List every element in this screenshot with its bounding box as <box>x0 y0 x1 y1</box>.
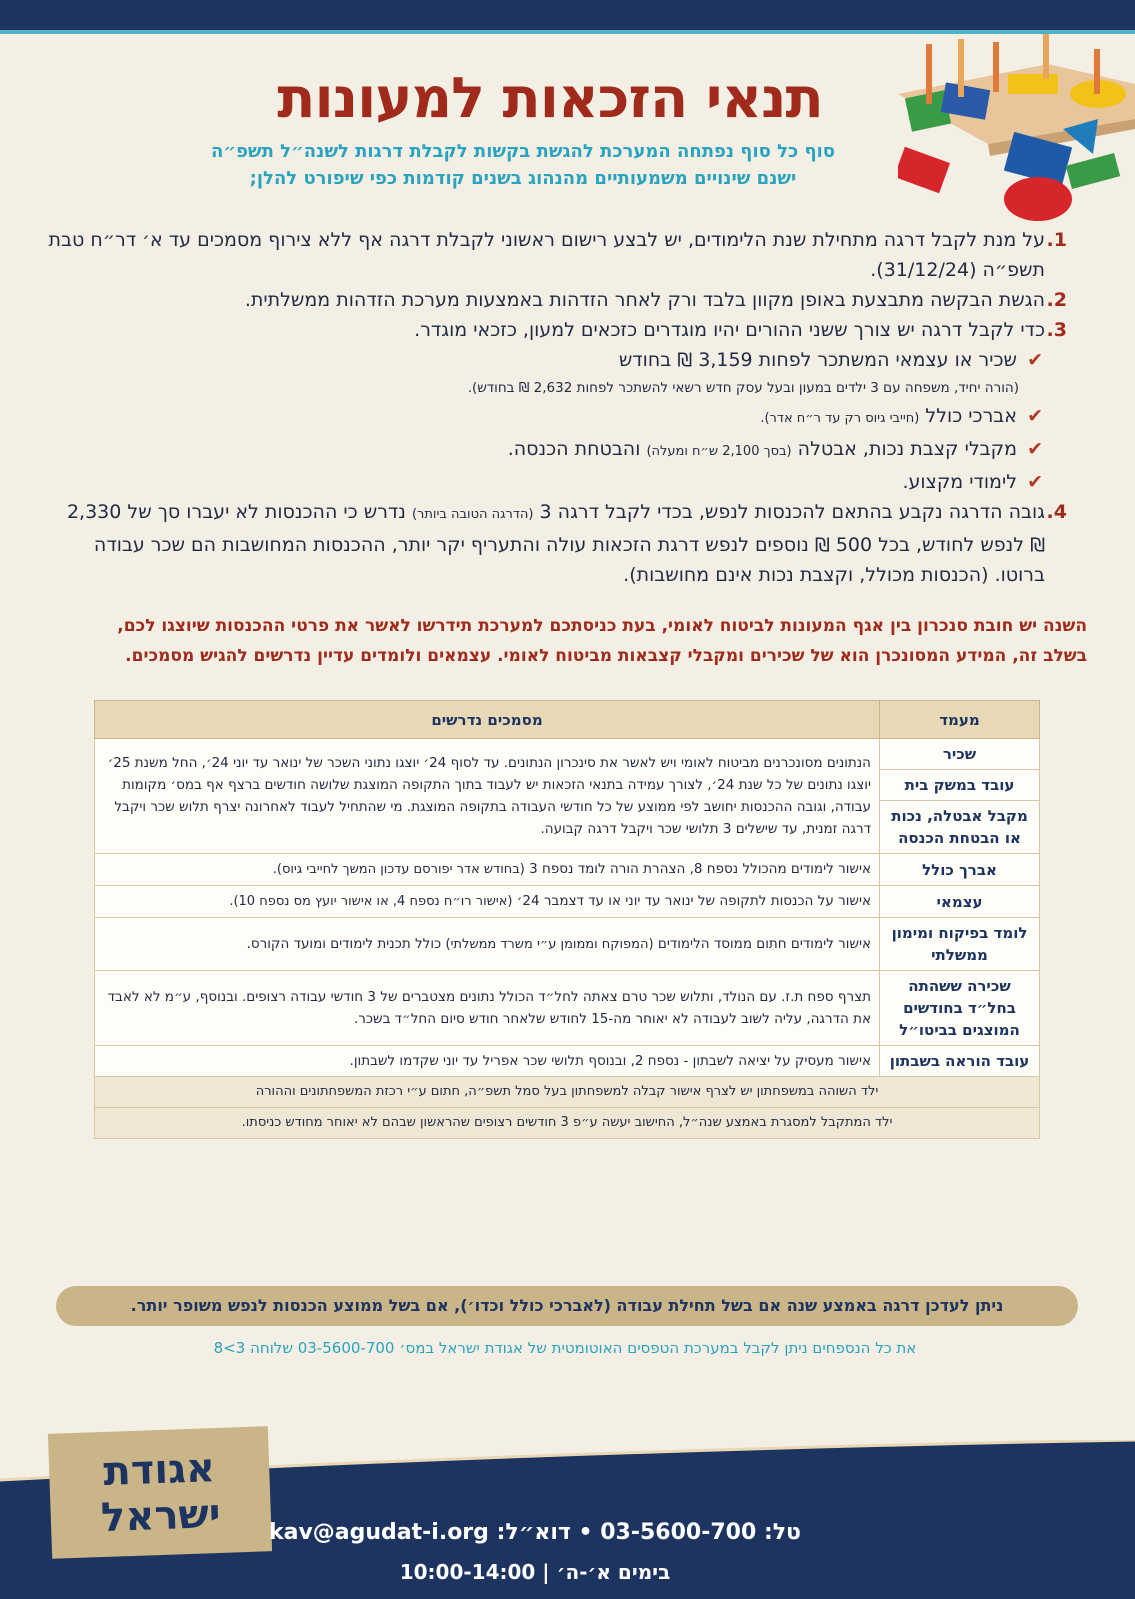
rule-1 <box>47 225 1067 285</box>
forms-note: את כל הנספחים ניתן לקבל במערכת הטפסים האוטומטית של אגודת ישראל במס׳ 03-5600-700 שלוחה 3>8 <box>213 1339 917 1357</box>
note-cell: ילד המתקבל למסגרת באמצע שנה״ל, החישוב יעשה ע״פ 3 חודשים רצופים שהראשון שבהם לא יאוחר מחודש כניסתו. <box>95 1108 1040 1139</box>
checkmark-icon: ✔ <box>1027 349 1043 371</box>
docs-small: (בחודש אדר יפורסם עדכון המשך לחייבי גיוס). <box>272 862 525 877</box>
role-cell: שכיר <box>880 739 1040 770</box>
table-row <box>95 971 1040 1046</box>
page-title: תנאי הזכאות למעונות <box>277 66 823 131</box>
eligible-item-small: (חייבי גיוס רק עד ר״ח אדר). <box>760 411 920 426</box>
role-cell: עובד במשק בית <box>880 770 1040 801</box>
eligible-item-text: לימודי מקצוע. <box>902 471 1017 493</box>
table-row <box>95 1077 1040 1108</box>
role-cell: לומד בפיקוח ומימון ממשלתי <box>880 918 1040 971</box>
email-link[interactable]: kav@agudat-i.org <box>268 1520 489 1545</box>
eligible-list <box>47 345 1067 497</box>
alert-line-2: בשלב זה, המידע המסונכרן הוא של שכירים ומקבלי קצבאות מביטוח לאומי. עצמאים ולומדים עדיין נדרשים להגיש מסמכים. <box>125 646 1087 666</box>
office-time: 10:00-14:00 <box>399 1560 536 1584</box>
separator-dot: • <box>578 1520 593 1545</box>
subtitle-line-2: ישנם שינויים משמעותיים מהנהוג בשנים קודמות כפי שיפורט להלן; <box>249 168 797 189</box>
rule-number: 4. <box>1046 501 1067 523</box>
docs-cell <box>95 886 880 918</box>
checkmark-icon: ✔ <box>1027 471 1043 493</box>
email-label: דוא״ל: <box>496 1520 571 1545</box>
rule-text <box>47 497 1045 590</box>
rule-text: כדי לקבל דרגה יש צורך ששני ההורים יהיו מוגדרים כזכאים למעון, כזכאי מוגדר. <box>414 319 1045 341</box>
tel-label: טל: <box>763 1520 801 1545</box>
hours-separator: | <box>542 1560 550 1584</box>
role-cell: עובד הוראה בשבתון <box>880 1046 1040 1077</box>
top-bar <box>0 0 1135 30</box>
table-row <box>95 918 1040 971</box>
eligible-item-tail: והבטחת הכנסה. <box>507 438 641 460</box>
rule-text: הגשת הבקשה מתבצעת באופן מקוון בלבד ורק לאחר הזדהות באמצעות מערכת הזדהות ממשלתית. <box>244 289 1045 311</box>
note-cell: ילד השוהה במשפחתון יש לצרף אישור קבלה למשפחתון בעל סמל תשפ״ה, חתום ע״י רכזת המשפחתונים וההורה <box>95 1077 1040 1108</box>
docs-small: (המפוקח וממומן ע״י משרד ממשלתי) <box>445 936 654 952</box>
toy-blocks-illustration <box>898 34 1135 229</box>
docs-cell <box>95 918 880 971</box>
checkmark-icon: ✔ <box>1027 438 1043 460</box>
office-hours <box>365 1560 705 1584</box>
eligible-item-vocational <box>47 467 1043 497</box>
role-cell: מקבל אבטלה, נכות או הבטחת הכנסה <box>880 801 1040 854</box>
rule-text-small: (הדרגה הטובה ביותר) <box>411 507 534 522</box>
logo-line-1: אגודת <box>102 1444 216 1495</box>
required-documents-table <box>94 700 1040 1139</box>
eligible-item-text: מקבלי קצבת נכות, אבטלה <box>797 438 1017 460</box>
eligible-item-salaried <box>47 345 1043 375</box>
role-cell: אברך כולל <box>880 854 1040 886</box>
sync-alert <box>47 611 1087 671</box>
docs-text: אישור לימודים מהכולל נספח 8, הצהרת הורה לומד נספח 3 <box>529 861 871 877</box>
table-row <box>95 1108 1040 1139</box>
docs-text: אישור לימודים חתום ממוסד הלימודים <box>657 935 871 952</box>
page-subtitle <box>173 138 873 192</box>
eligible-item-text: שכיר או עצמאי המשתכר לפחות 3,159 ₪ בחודש <box>618 349 1017 371</box>
docs-small: (אישור רו״ח נספח 4, או אישור יועץ מס נספח 10). <box>229 894 513 909</box>
logo-line-2: ישראל <box>100 1490 222 1541</box>
eligible-item-benefits <box>47 434 1043 467</box>
eligibility-rules <box>47 225 1067 590</box>
agudat-israel-logo <box>48 1426 272 1559</box>
docs-cell: הנתונים מסונכרנים מביטוח לאומי ויש לאשר את סינכרון הנתונים. עד לסוף 24׳ יוצגו נתוני השכר של ינואר עד יוני 24׳, החל משנת 25׳ יוצגו נתונים של כל שנת 24׳, לצורך עמידה בתנאי הזכאות יש לעבוד בתוך התקופה המוצגת שלושה חודשים ברצף אף במס׳ מקומות עבודה, וגובה ההכנסות יחושב לפי ממוצע של כל חודשי העבודה בתקופה המוצגת. מי שהתחיל לעבוד לאחרונה יצרף תלוש שכר ויקבל דרגה זמנית, עד שישלים 3 תלושי שכר ויקבל דרגה קבועה. <box>95 739 880 854</box>
contact-line <box>255 1520 815 1545</box>
table-row <box>95 1046 1040 1077</box>
docs-cell: תצרף ספח ת.ז. עם הנולד, ותלוש שכר טרם צאתה לחל״ד הכולל נתונים מצטברים של 3 חודשי עבודה רצופים. ובנוסף, ע״מ לא לאבד את הדרגה, עליה לשוב לעבודה לא יאוחר מה-15 לחודש שלאחר חודש סיום החל״ד בשכר. <box>95 971 880 1046</box>
docs-text: אישור על הכנסות לתקופה של ינואר עד יוני או עד דצמבר 24׳ <box>516 893 871 909</box>
rule-text: על מנת לקבל דרגה מתחילת שנת הלימודים, יש לבצע רישום ראשוני לקבלת דרגה אף ללא צירוף מסמכים עד א׳ דר״ח טבת תשפ״ה (31/12/24). <box>48 229 1045 281</box>
eligible-item-kollel <box>47 401 1043 434</box>
office-days: בימים א׳-ה׳ <box>556 1560 671 1584</box>
rule-text-a: גובה הדרגה נקבע בהתאם להכנסות לנפש, בכדי לקבל דרגה 3 <box>539 501 1045 523</box>
table-row <box>95 854 1040 886</box>
table-header-row <box>95 701 1040 739</box>
rule-4 <box>47 497 1067 590</box>
column-header-role: מעמד <box>880 701 1040 739</box>
subtitle-line-1: סוף כל סוף נפתחה המערכת להגשת בקשות לקבלת דרגות לשנה״ל תשפ״ה <box>210 141 836 162</box>
eligible-item-note: (הורה יחיד, משפחה עם 3 ילדים במעון ובעל עסק חדש רשאי להשתכר לפחות 2,632 ₪ בחודש). <box>467 380 1019 396</box>
update-note-banner: ניתן לעדכן דרגה באמצע שנה אם בשל תחילת עבודה (לאברכי כולל וכדו׳), אם בשל ממוצע הכנסות לנפש משופר יותר. <box>56 1286 1078 1326</box>
checkmark-icon: ✔ <box>1027 405 1043 427</box>
column-header-docs: מסמכים נדרשים <box>95 701 880 739</box>
rule-text-b: נדרש כי ההכנסות לא יעברו סך של 2,330 ₪ לנפש לחודש, בכל 500 ₪ נוספים לנפש דרגת הזכאות עולה והתעריף יקר יותר, ההכנסות המחושבות הם שכר עבודה ברוטו. (הכנסות מכולל, וקצבת נכות אינם מחושבות). <box>66 501 1045 586</box>
table-row <box>95 886 1040 918</box>
rule-number: 1. <box>1046 229 1067 251</box>
phone-number[interactable]: 03-5600-700 <box>600 1520 757 1545</box>
eligible-item-small: (בסך 2,100 ש״ח ומעלה) <box>646 444 792 459</box>
alert-line-1: השנה יש חובת סנכרון בין אגף המעונות לביטוח לאומי, בעת כניסתכם למערכת תידרשו לאשר את פרטי ההכנסות שיוצגו לכם, <box>117 616 1087 636</box>
rule-3 <box>47 315 1067 345</box>
role-cell: עצמאי <box>880 886 1040 918</box>
role-cell: שכירה ששהתה בחל״ד בחודשים המוצגים בביטו״ל <box>880 971 1040 1046</box>
table-row <box>95 739 1040 770</box>
docs-text-tail: כולל תכנית לימודים ומועד הקורס. <box>246 935 442 952</box>
rule-2 <box>47 285 1067 315</box>
rule-number: 3. <box>1046 319 1067 341</box>
docs-cell <box>95 854 880 886</box>
rule-number: 2. <box>1046 289 1067 311</box>
eligible-item-text: אברכי כולל <box>925 405 1017 427</box>
docs-cell: אישור מעסיק על יציאה לשבתון - נספח 2, ובנוסף תלושי שכר אפריל עד יוני שקדמו לשבתון. <box>95 1046 880 1077</box>
